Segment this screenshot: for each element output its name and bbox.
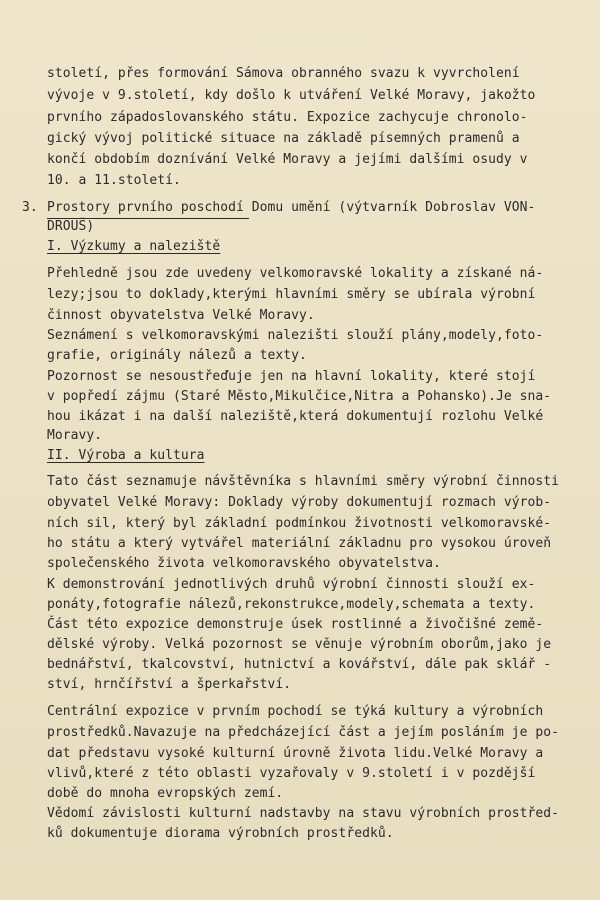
paragraph-line: dělské výroby. Velká pozornost se věnuje výrobním oborům,jako je <box>47 637 552 652</box>
paragraph-line: v popředí zájmu (Staré Město,Mikulčice,Nitra a Pohansko).Je sna- <box>47 389 552 404</box>
intro-line: 10. a 11.století. <box>47 173 181 188</box>
intro-line: končí obdobím doznívání Velké Moravy a jejími dalšími osudy v <box>47 152 528 167</box>
paragraph-line: hou ikázat i na další naleziště,která dokumentují rozlohu Velké <box>47 409 544 424</box>
intro-line: prvního západoslovanského státu. Expozice zachycuje chronolo- <box>47 110 528 125</box>
section-heading-line: Prostory prvního poschodí Domu umění (výtvarník Dobroslav VON- <box>47 200 536 215</box>
paragraph-line: Seznámení s velkomoravskými nalezišti slouží plány,modely,foto- <box>47 328 544 343</box>
paragraph-line: ponáty,fotografie nálezů,rekonstrukce,modely,schemata a texty. <box>47 597 536 612</box>
intro-line: vývoje v 9.století, kdy došlo k utváření Velké Moravy, jakožto <box>47 88 536 103</box>
paragraph-line: ství, hrnčířství a šperkařství. <box>47 677 292 692</box>
paragraph-line: Moravy. <box>47 428 103 443</box>
paragraph-line: společenského života velkomoravského obyvatelstva. <box>47 556 441 571</box>
paragraph-line: Pozornost se nesoustřeďuje jen na hlavní lokality, které stojí <box>47 369 536 384</box>
paragraph-line: vlivů,které z této oblasti vyzařovaly v 9.století i v pozdější <box>47 766 536 781</box>
paragraph-line: prostředků.Navazuje na předcházející část a jejím posláním je po- <box>47 725 559 740</box>
section-number: 3. <box>22 200 38 215</box>
paragraph-line: Část této expozice demonstruje úsek rostlinné a živočišné země- <box>47 617 544 632</box>
subsection-title: I. Výzkumy a naleziště <box>47 239 221 254</box>
paragraph-line: Centrální expozice v prvním pochodí se týká kultury a výrobních <box>47 704 544 719</box>
paragraph-line: dat představu vysoké kulturní úrovně života lidu.Velké Moravy a <box>47 746 544 761</box>
subsection-title: II. Výroba a kultura <box>47 448 205 463</box>
paragraph-line: bednářství, tkalcovství, hutnictví a kovářství, dále pak sklář - <box>47 657 552 672</box>
paragraph-line: době do mnoha evropských zemí. <box>47 786 284 801</box>
paragraph-line: K demonstrování jednotlivých druhů výrobní činnosti slouží ex- <box>47 577 536 592</box>
paragraph-line: ních sil, který byl základní podmínkou životnosti velkomoravské- <box>47 516 552 531</box>
heading-underline <box>47 218 249 219</box>
paragraph-line: Vědomí závislosti kulturní nadstavby na stavu výrobních prostřed- <box>47 806 559 821</box>
paragraph-line: Tato část seznamuje návštěvníka s hlavními směry výrobní činnosti <box>47 474 559 489</box>
paragraph-line: Přehledně jsou zde uvedeny velkomoravské lokality a získané ná- <box>47 266 544 281</box>
paragraph-line: ho státu a který vytvářel materiální základnu pro vysokou úroveň <box>47 536 552 551</box>
paragraph-line: obyvatel Velké Moravy: Doklady výroby dokumentují rozmach výrob- <box>47 495 552 510</box>
section-heading-line: DROUŠ) <box>47 219 95 234</box>
paragraph-line: ků dokumentuje diorama výrobních prostředků. <box>47 826 394 841</box>
paragraph-line: lezy;jsou to doklady,kterými hlavními směry se ubírala výrobní <box>47 287 536 302</box>
paragraph-line: grafie, originály nálezů a texty. <box>47 348 307 363</box>
paragraph-line: činnost obyvatelstva Velké Moravy. <box>47 308 315 323</box>
intro-line: století, přes formování Sámova obranného svazu k vyvrcholení <box>47 66 520 81</box>
intro-line: gický vývoj politické situace na základě písemných pramenů a <box>47 131 520 146</box>
